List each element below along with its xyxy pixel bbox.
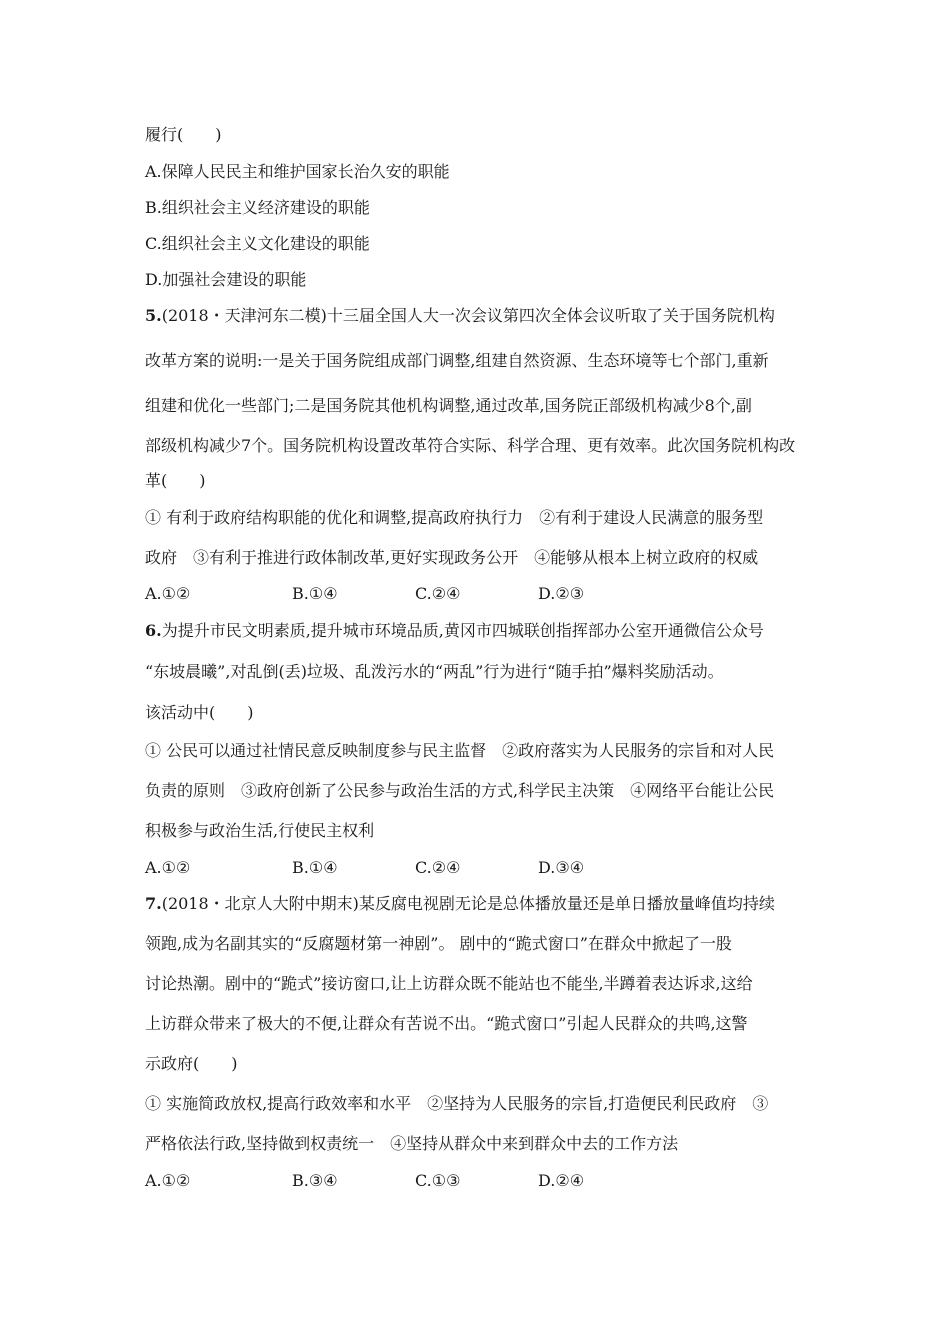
q6-line-1 [145, 621, 764, 641]
q5-line-5: 革( ) [145, 471, 206, 490]
q5-option-d: D.②③ [538, 584, 585, 603]
q4-stem-tail: 履行( ) [145, 125, 222, 144]
q6-statement-line-2: 负责的原则 ③政府创新了公民参与政治生活的方式,科学民主决策 ④网络平台能让公民 [145, 781, 775, 800]
q5-number: 5. [145, 306, 162, 325]
q6-text-1: 为提升市民文明素质,提升城市环境品质,黄冈市四城联创指挥部办公室开通微信公众号 [161, 621, 764, 640]
q7-option-d: D.②④ [538, 1171, 585, 1190]
q5-option-a: A.①② [145, 584, 191, 603]
q5-statement-line-2: 政府 ③有利于推进行政体制改革,更好实现政务公开 ④能够从根本上树立政府的权威 [145, 548, 759, 567]
q6-line-2: “东坡晨曦”,对乱倒(丢)垃圾、乱泼污水的“两乱”行为进行“随手拍”爆料奖励活动。 [145, 662, 724, 681]
q7-statement-line-2: 严格依法行政,坚持做到权责统一 ④坚持从群众中来到群众中去的工作方法 [145, 1134, 679, 1153]
q6-statement-line-1: ① 公民可以通过社情民意反映制度参与民主监督 ②政府落实为人民服务的宗旨和对人民 [145, 741, 775, 760]
q5-line-1 [145, 306, 775, 326]
q7-line-1 [145, 894, 775, 914]
q7-option-b: B.③④ [292, 1171, 338, 1190]
q7-text-1: (2018・北京人大附中期末)某反腐电视剧无论是总体播放量还是单日播放量峰值均持续 [161, 894, 775, 913]
q5-line-3: 组建和优化一些部门;二是国务院其他机构调整,通过改革,国务院正部级机构减少8个,副 [145, 396, 752, 415]
q7-line-3: 讨论热潮。剧中的“跪式”接访窗口,让上访群众既不能站也不能坐,半蹲着表达诉求,这给 [145, 974, 753, 993]
q7-statement-line-1: ① 实施简政放权,提高行政效率和水平 ②坚持为人民服务的宗旨,打造便民利民政府 ③ [145, 1094, 769, 1113]
q6-option-a: A.①② [145, 858, 191, 877]
q5-text-1: (2018・天津河东二模)十三届全国人大一次会议第四次全体会议听取了关于国务院机构 [161, 306, 775, 325]
q5-statement-line-1: ① 有利于政府结构职能的优化和调整,提高政府执行力 ②有利于建设人民满意的服务型 [145, 508, 764, 527]
q7-option-c: C.①③ [415, 1171, 461, 1190]
q6-option-b: B.①④ [292, 858, 338, 877]
q5-option-b: B.①④ [292, 584, 338, 603]
q4-option-a: A.保障人民民主和维护国家长治久安的职能 [145, 162, 450, 181]
q7-options [145, 1171, 745, 1191]
q5-options [145, 584, 745, 604]
q5-option-c: C.②④ [415, 584, 461, 603]
q7-line-5: 示政府( ) [145, 1054, 238, 1073]
q7-number: 7. [145, 894, 162, 913]
q6-options [145, 858, 745, 878]
q4-option-d: D.加强社会建设的职能 [145, 270, 307, 289]
q7-line-4: 上访群众带来了极大的不便,让群众有苦说不出。“跪式窗口”引起人民群众的共鸣,这警 [145, 1014, 748, 1033]
q4-option-b: B.组织社会主义经济建设的职能 [145, 198, 370, 217]
q6-option-c: C.②④ [415, 858, 461, 877]
q7-line-2: 领跑,成为名副其实的“反腐题材第一神剧”。 剧中的“跪式窗口”在群众中掀起了一股 [145, 934, 732, 953]
q5-line-4: 部级机构减少7个。国务院机构设置改革符合实际、科学合理、更有效率。此次国务院机构改 [145, 436, 796, 455]
q7-option-a: A.①② [145, 1171, 191, 1190]
q6-option-d: D.③④ [538, 858, 585, 877]
q6-statement-line-3: 积极参与政治生活,行使民主权利 [145, 821, 375, 840]
q6-line-3: 该活动中( ) [145, 703, 254, 722]
q5-line-2: 改革方案的说明:一是关于国务院组成部门调整,组建自然资源、生态环境等七个部门,重新 [145, 351, 769, 370]
q4-option-c: C.组织社会主义文化建设的职能 [145, 234, 370, 253]
q6-number: 6. [145, 621, 162, 640]
